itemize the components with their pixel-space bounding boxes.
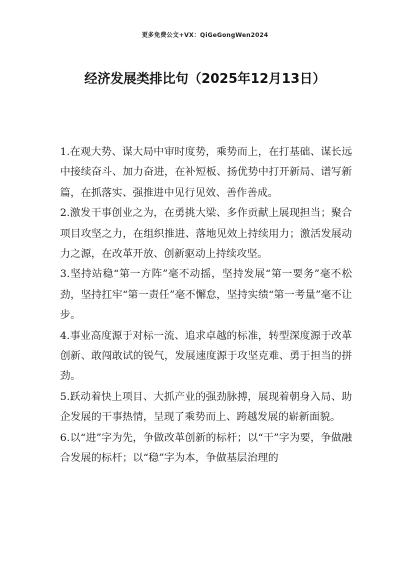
- header-note: 更多免费公文+VX：QiGeGongWen2024: [141, 32, 269, 39]
- paragraph-6: 6.以“进”字为先，争做改革创新的标杆；以“干”字为要，争做融合发展的标杆；以“稳”字为本，争做基层治理的: [60, 431, 352, 465]
- paragraph-2: 2.激发干事创业之为，在勇挑大梁、多作贡献上展现担当；聚合项目攻坚之力，在组织推进、落地见效上持续用力；激活发展动力之源，在改革开放、创新驱动上持续攻坚。: [60, 207, 352, 261]
- document-body: [60, 142, 352, 469]
- document-title: 经济发展类排比句（2025年12月13日）: [84, 72, 326, 87]
- paragraph-3: 3.坚持站稳“第一方阵”毫不动摇，坚持发展“第一要务”毫不松劲，坚持扛牢“第一责任”毫不懈怠，坚持实绩“第一考量”毫不让步。: [60, 268, 352, 322]
- paragraph-5: 5.跃动着快上项目、大抓产业的强劲脉搏，展现着朝身入局、助企发展的干事热情，呈现了乘势而上、跨越发展的崭新面貌。: [60, 390, 352, 424]
- paragraph-1: 1.在观大势、谋大局中审时度势，乘势而上，在打基础、谋长远中接续奋斗、加力奋进，在补短板、扬优势中打开新局、谱写新篇，在抓落实、强推进中见行见效、善作善成。: [60, 146, 352, 199]
- paragraph-4: 4.事业高度源于对标一流、追求卓越的标准，转型深度源于改革创新、敢闯敢试的锐气，发展速度源于攻坚克难、勇于担当的拼劲。: [60, 329, 352, 383]
